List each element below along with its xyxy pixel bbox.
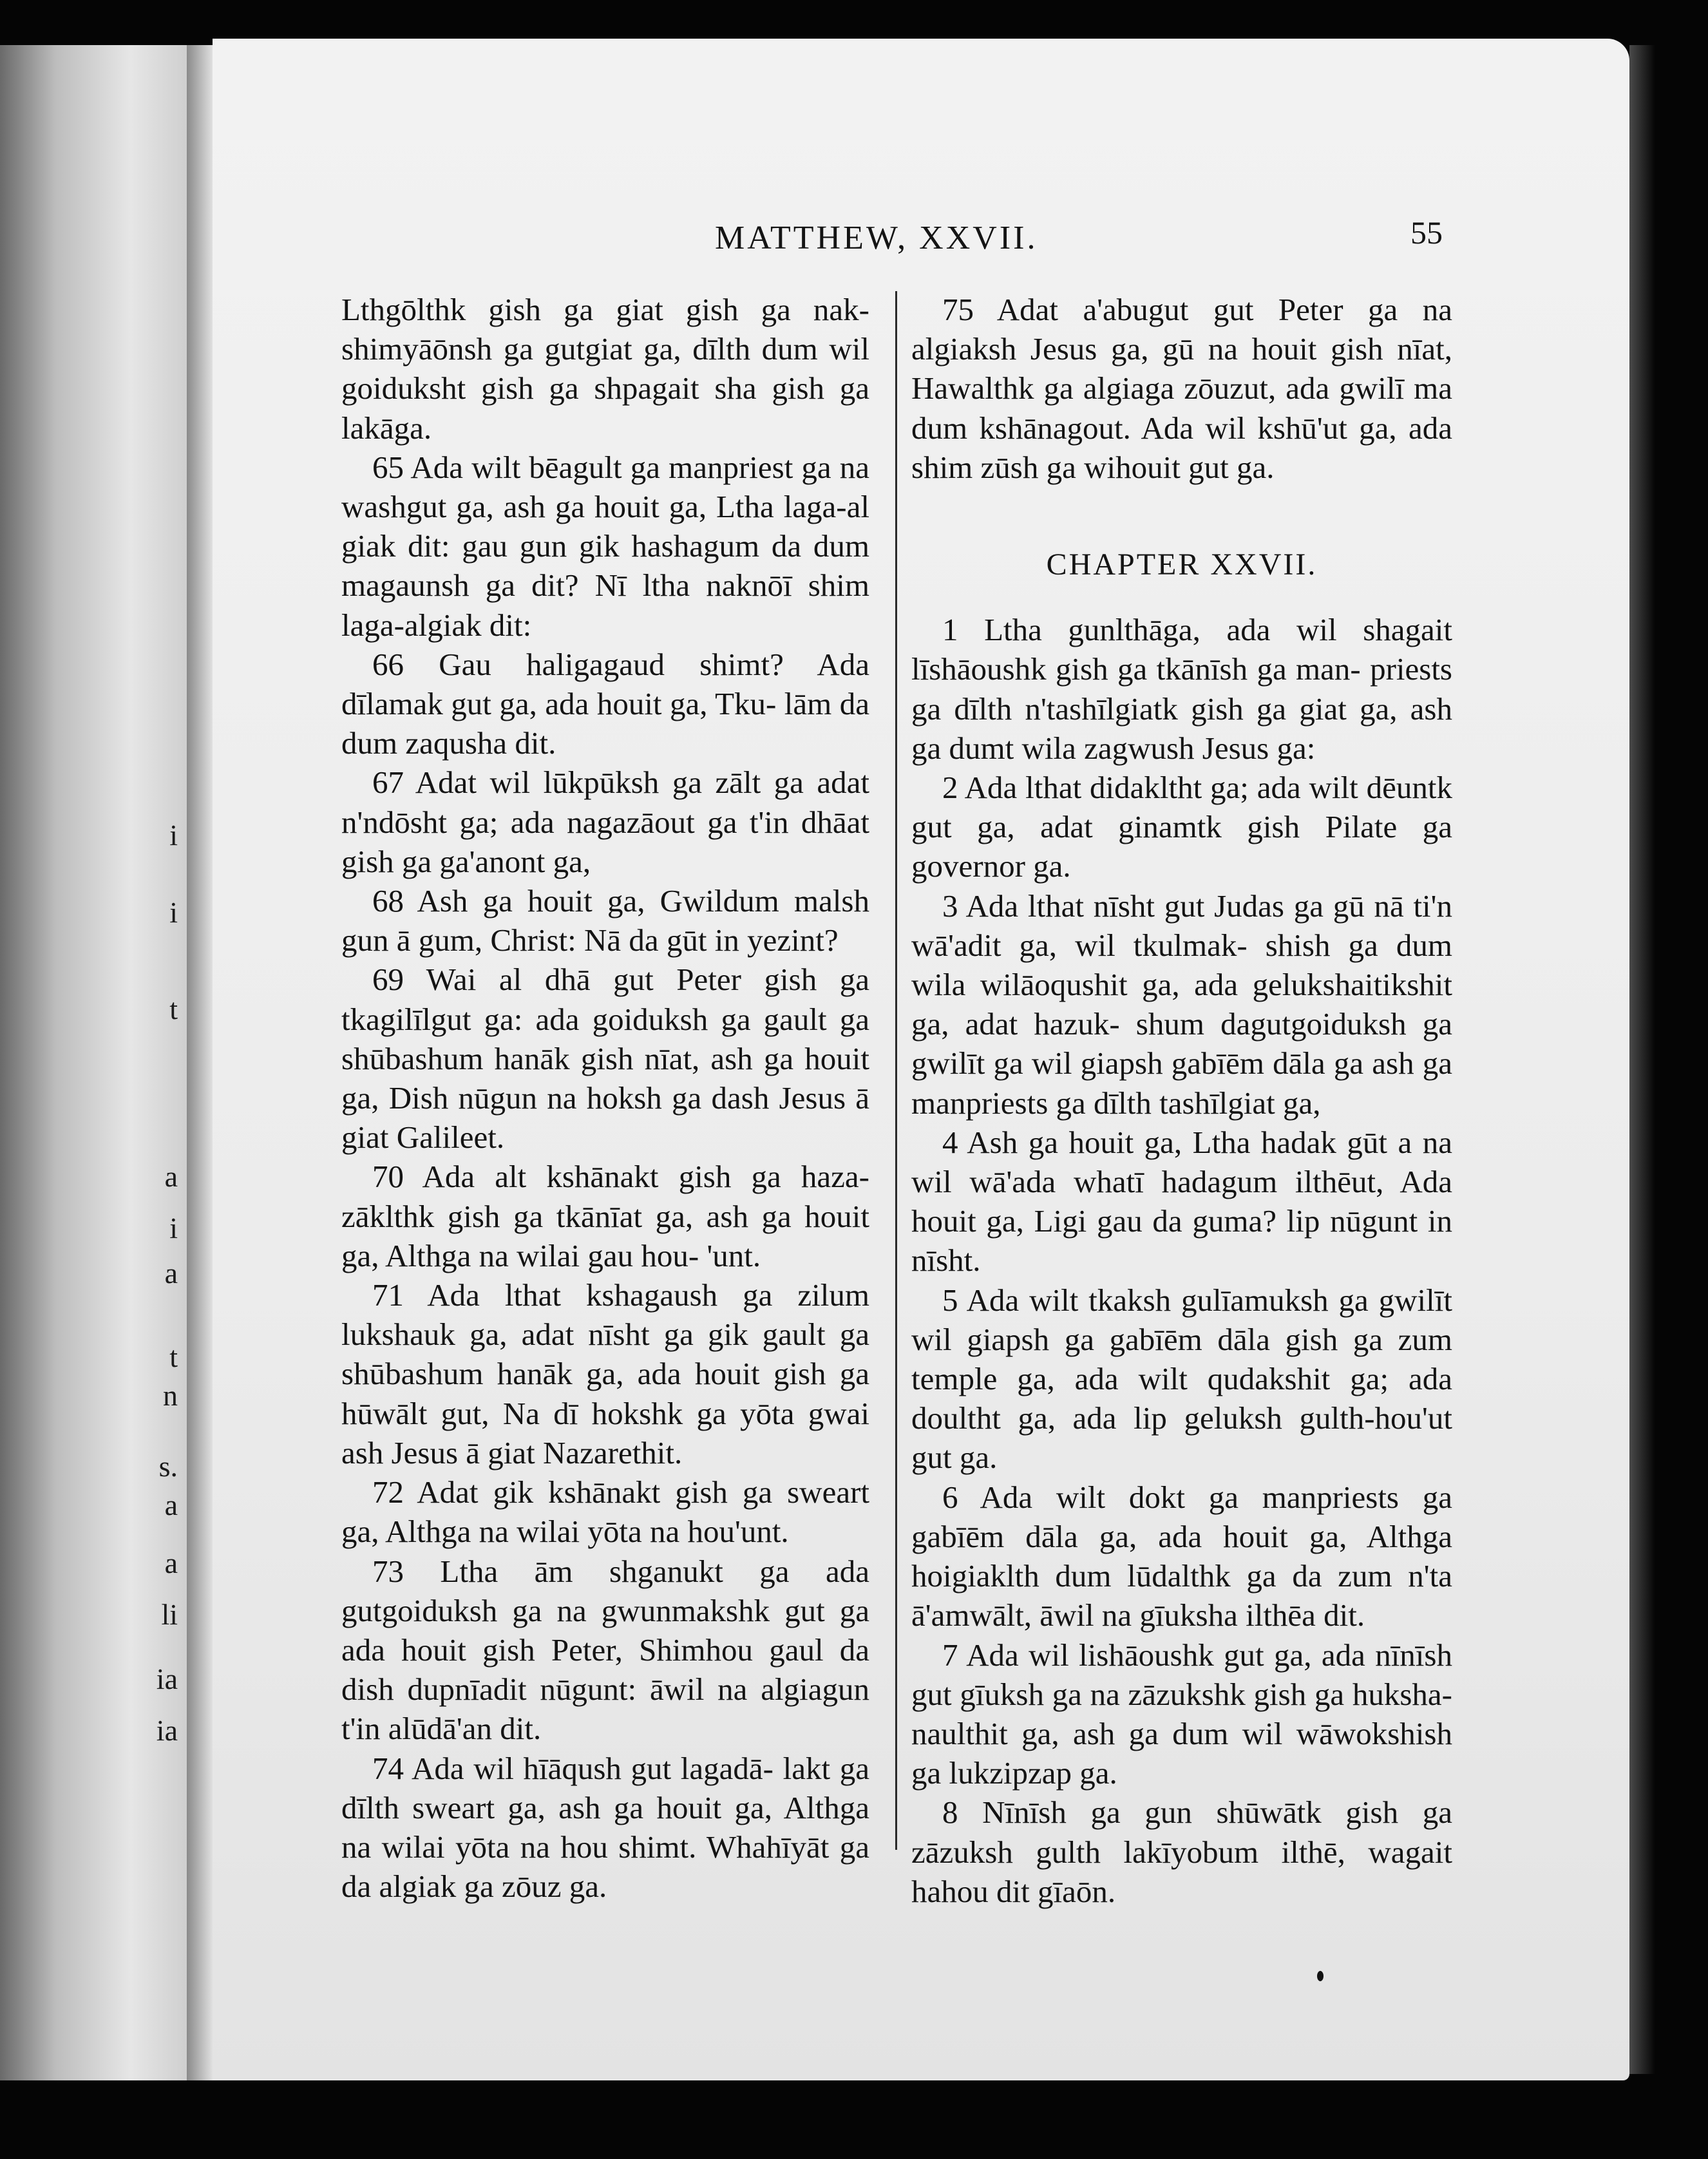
verse-paragraph: 73 Ltha ām shganukt ga ada gutgoiduksh ga na gwunmakshk gut ga ada houit gish Peter, Shimhou gaul da dish dupnīadit nūgunt: āwil na algiagun t'in alūdā'an dit. (341, 1553, 869, 1747)
margin-letter: a (164, 1546, 178, 1579)
margin-letter: ia (156, 1714, 178, 1747)
verse-paragraph: 68 Ash ga houit ga, Gwildum malsh gun ā gum, Christ: Nā da gūt in yezint? (341, 883, 869, 958)
verse-paragraph: 4 Ash ga houit ga, Ltha hadak gūt a na wil wā'ada whatī hadagum ilthēut, Ada houit ga, Ligi gau da guma? lip nūgunt in nīsht. (911, 1124, 1452, 1279)
verse-paragraph: 69 Wai al dhā gut Peter gish ga tkagilīlgut ga: ada goiduksh ga gault ga shūbashum hanāk gish nīat, ash ga houit ga, Dish nūgun na hoksh ga dash Jesus ā giat Galileet. (341, 962, 869, 1156)
verse-paragraph: 75 Adat a'abugut gut Peter ga na algiaksh Jesus ga, gū na houit gish nīat, Hawalthk ga algiaga zōuzut, ada gwilī ma dum kshānagout. Ada wil kshū'ut ga, ada shim zūsh ga wihouit gut ga. (911, 292, 1452, 485)
verse-paragraph: 72 Adat gik kshānakt gish ga sweart ga, Althga na wilai yōta na hou'unt. (341, 1474, 869, 1550)
margin-letter: a (164, 1488, 178, 1521)
verse-paragraph: 1 Ltha gunlthāga, ada wil shagait līshāoushk gish ga tkānīsh ga man- priests ga dīlth n'tashīlgiatk gish ga giat ga, ash ga dumt wila zagwush Jesus ga: (911, 612, 1452, 766)
margin-letter: i (169, 1212, 178, 1244)
verse-paragraph: 65 Ada wilt bēagult ga manpriest ga na washgut ga, ash ga houit ga, Ltha laga-al giak dit: gau gun gik hashagum da dum magaunsh ga dit? Nī ltha naknōī shim laga-algiak dit: (341, 449, 869, 643)
verse-paragraph: 6 Ada wilt dokt ga manpriests ga gabīēm dāla ga, ada houit ga, Althga hoigiaklth dum lūdalthk ga da zum n'ta ā'amwālt, āwil na gīuksha ilthēa dit. (911, 1479, 1452, 1633)
verse-paragraph: 3 Ada lthat nīsht gut Judas ga gū nā ti'n wā'adit ga, wil tkulmak- shish ga dum wila wilāoqushit ga, ada gelukshaitikshit ga, adat hazuk- shum dagutgoiduksh ga gwilīt ga wil giapsh gabīēm dāla ga ash ga manpriests ga dīlth tashīlgiat ga, (911, 888, 1452, 1121)
margin-letter: i (169, 819, 178, 851)
verse-paragraph: 5 Ada wilt tkaksh gulīamuksh ga gwilīt wil giapsh ga gabīēm dāla gish ga zum temple ga, ada wilt qudakshit ga; ada doultht ga, ada lip geluksh gulth-hou'ut gut ga. (911, 1282, 1452, 1476)
left-text-column (341, 290, 869, 1906)
verse-paragraph: 71 Ada lthat kshagaush ga zilum lukshauk ga, adat nīsht ga gik gault ga shūbashum hanāk ga, ada houit gish ga hūwālt gut, Na dī hokshk ga yōta gwai ash Jesus ā giat Nazarethit. (341, 1277, 869, 1470)
verse-paragraph: 66 Gau haligagaud shimt? Ada dīlamak gut ga, ada houit ga, Tku- lām da dum zaqusha dit. (341, 646, 869, 761)
verse-75-block (911, 290, 1452, 487)
chapter-heading: CHAPTER XXVII. (1046, 547, 1318, 582)
verse-paragraph: 74 Ada wil hīāqush gut lagadā- lakt ga dīlth sweart ga, ash ga houit ga, Althga na wilai yōta na hou shimt. Whahīyāt ga da algiak ga zōuz ga. (341, 1750, 869, 1905)
verse-paragraph: 2 Ada lthat didakltht ga; ada wilt dēuntk gut ga, adat ginamtk gish Pilate ga governor ga. (911, 770, 1452, 884)
previous-page-margin-letters (0, 45, 187, 2080)
column-divider (895, 291, 897, 1850)
verse-paragraph: 70 Ada alt kshānakt gish ga haza- zāklthk gish ga tkānīat ga, ash ga houit ga, Althga na wilai gau hou- 'unt. (341, 1159, 869, 1273)
margin-letter: n (163, 1379, 178, 1412)
verse-paragraph: 67 Adat wil lūkpūksh ga zālt ga adat n'ndōsht ga; ada nagazāout ga t'in dhāat gish ga ga'anont ga, (341, 765, 869, 879)
verse-paragraph: Lthgōlthk gish ga giat gish ga nak- shimyāōnsh ga gutgiat ga, dīlth dum wil goiduksht gish ga shpagait sha gish ga lakāga. (341, 292, 869, 446)
running-title: MATTHEW, XXVII. (715, 220, 1038, 256)
verse-paragraph: 8 Nīnīsh ga gun shūwātk gish ga zāzuksh gulth lakīyobum ilthē, wagait hahou dit gīaōn. (911, 1794, 1452, 1909)
margin-letter: i (169, 896, 178, 929)
margin-letter: t (169, 993, 178, 1025)
page-number: 55 (1410, 214, 1443, 251)
verse-paragraph: 7 Ada wil lishāoushk gut ga, ada nīnīsh gut gīuksh ga na zāzukshk gish ga huksha-naulthit ga, ash ga dum wil wāwokshish ga lukzipzap ga. (911, 1637, 1452, 1791)
ink-speck (1317, 1971, 1324, 1981)
page-edge-shadow (1629, 45, 1655, 2074)
margin-letter: a (164, 1160, 178, 1193)
margin-letter: li (161, 1598, 178, 1631)
margin-letter: t (169, 1340, 178, 1373)
margin-letter: ia (156, 1662, 178, 1695)
chapter-verses-block (911, 610, 1452, 1911)
right-text-column (911, 290, 1452, 1911)
book-gutter (187, 45, 213, 2080)
margin-letter: s. (158, 1450, 178, 1483)
previous-page-edge (0, 45, 187, 2080)
margin-letter: a (164, 1257, 178, 1289)
page-header (715, 214, 1443, 271)
